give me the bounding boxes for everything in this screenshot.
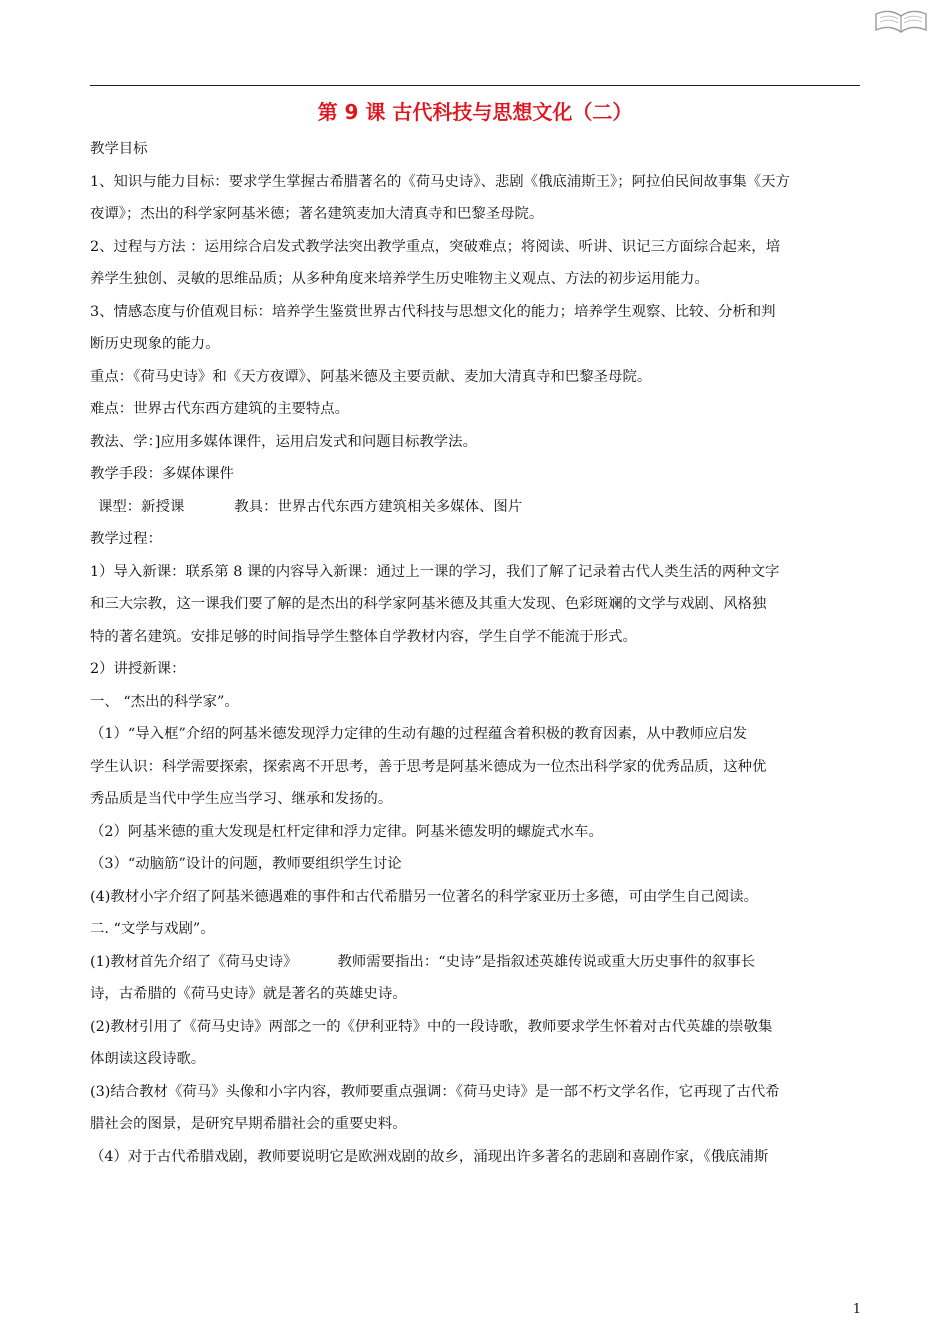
text-line: 断历史现象的能力。 <box>90 336 220 352</box>
lesson-type: 课型：新授课 <box>98 498 185 515</box>
header-rule <box>90 85 860 86</box>
text-line: 重点：《荷马史诗》和《天方夜谭》、阿基米德及主要贡献、麦加大清真寺和巴黎圣母院。 <box>90 368 652 385</box>
teaching-aids: 教具：世界古代东西方建筑相关多媒体、图片 <box>234 498 523 515</box>
text-line: 二. “文学与戏剧”。 <box>90 921 215 937</box>
document-body <box>90 133 860 1173</box>
text-line: 一、 “杰出的科学家”。 <box>90 693 239 710</box>
lit-item-1a: (1)教材首先介绍了《荷马史诗》 <box>90 953 298 970</box>
text-line: 腊社会的图景，是研究早期希腊社会的重要史料。 <box>90 1116 407 1132</box>
text-line: 教学目标 <box>90 141 148 157</box>
book-logo-icon <box>870 6 932 36</box>
text-line: 教学手段：多媒体课件 <box>90 466 234 482</box>
text-line: 秀品质是当代中学生应当学习、继承和发扬的。 <box>90 791 393 807</box>
text-line: 2）讲授新课： <box>90 661 186 677</box>
text-line: 教法、学：]应用多媒体课件，运用启发式和问题目标教学法。 <box>90 433 477 450</box>
text-line: 教学过程： <box>90 531 162 547</box>
text-line: 学生认识：科学需要探索，探索离不开思考，善于思考是阿基米德成为一位杰出科学家的优秀品质，这种优 <box>90 758 767 775</box>
text-line: （2）阿基米德的重大发现是杠杆定律和浮力定律。阿基米德发明的螺旋式水车。 <box>90 823 603 840</box>
text-line: 体朗读这段诗歌。 <box>90 1051 206 1067</box>
page-title: 第 9 课 古代科技与思想文化（二） <box>317 100 633 124</box>
text-line: 夜谭》；杰出的科学家阿基米德；著名建筑麦加大清真寺和巴黎圣母院。 <box>90 206 544 222</box>
text-line: (3)结合教材《荷马》头像和小字内容，教师要重点强调：《荷马史诗》是一部不朽文学名作，它再现了古代希 <box>90 1083 780 1100</box>
text-line: 和三大宗教，这一课我们要了解的是杰出的科学家阿基米德及其重大发现、色彩斑斓的文学与戏剧、风格独 <box>90 596 767 612</box>
text-line: （4）对于古代希腊戏剧，教师要说明它是欧洲戏剧的故乡，涌现出许多著名的悲剧和喜剧作家，《俄底浦斯 <box>90 1148 769 1165</box>
text-line: 3、情感态度与价值观目标：培养学生鉴赏世界古代科技与思想文化的能力；培养学生观察、比较、分析和判 <box>90 303 776 320</box>
text-line: 诗，古希腊的《荷马史诗》就是著名的英雄史诗。 <box>90 986 407 1002</box>
page-number: 1 <box>852 1302 861 1317</box>
lesson-info-line <box>90 491 860 524</box>
text-line: 养学生独创、灵敏的思维品质；从多种角度来培养学生历史唯物主义观点、方法的初步运用能力。 <box>90 271 709 287</box>
text-line: (4)教材小字介绍了阿基米德遇难的事件和古代希腊另一位著名的科学家亚历士多德，可由学生自己阅读。 <box>90 888 758 905</box>
text-line: 2、过程与方法 ：运用综合启发式教学法突出教学重点，突破难点；将阅读、听讲、识记三方面综合起来，培 <box>90 238 781 255</box>
text-line: 特的著名建筑。安排足够的时间指导学生整体自学教材内容，学生自学不能流于形式。 <box>90 628 637 645</box>
text-line: 1）导入新课：联系第 8 课的内容导入新课：通过上一课的学习，我们了解了记录着古代人类生活的两种文字 <box>90 563 780 580</box>
text-line: （3）“动脑筋”设计的问题，教师要组织学生讨论 <box>90 856 402 872</box>
text-line: (2)教材引用了《荷马史诗》两部之一的《伊利亚特》中的一段诗歌，教师要求学生怀着对古代英雄的崇敬集 <box>90 1018 773 1035</box>
text-line <box>90 946 860 979</box>
text-line: 难点：世界古代东西方建筑的主要特点。 <box>90 401 350 417</box>
text-line: （1）“导入框”介绍的阿基米德发现浮力定律的生动有趣的过程蕴含着积极的教育因素，从中教师应启发 <box>90 726 748 742</box>
text-line: 1、知识与能力目标：要求学生掌握古希腊著名的《荷马史诗》、悲剧《俄底浦斯王》；阿拉伯民间故事集《天方 <box>90 173 790 190</box>
lit-item-1b: 教师需要指出：“史诗”是指叙述英雄传说或重大历史事件的叙事长 <box>337 953 756 970</box>
